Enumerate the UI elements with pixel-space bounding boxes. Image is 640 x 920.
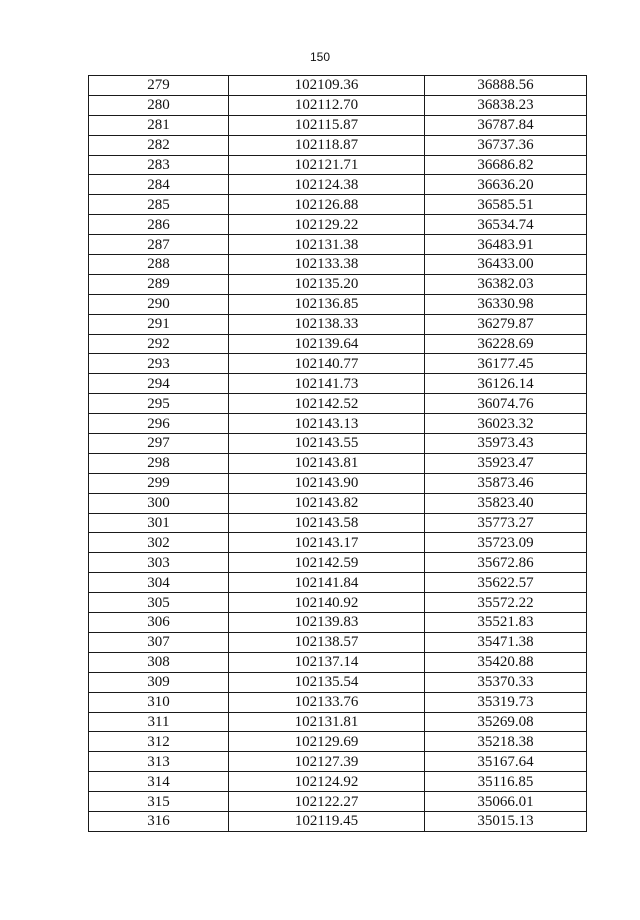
point-number-cell: 305 (89, 593, 229, 613)
table-row (89, 732, 587, 752)
coordinate-table-body (89, 76, 587, 832)
y-coordinate-cell: 35471.38 (425, 632, 587, 652)
point-number-cell: 286 (89, 215, 229, 235)
table-row (89, 195, 587, 215)
x-coordinate-cell: 102143.17 (229, 533, 425, 553)
table-row (89, 772, 587, 792)
y-coordinate-cell: 36534.74 (425, 215, 587, 235)
x-coordinate-cell: 102109.36 (229, 76, 425, 96)
table-row (89, 115, 587, 135)
x-coordinate-cell: 102136.85 (229, 294, 425, 314)
point-number-cell: 315 (89, 792, 229, 812)
point-number-cell: 313 (89, 752, 229, 772)
table-row (89, 314, 587, 334)
point-number-cell: 283 (89, 155, 229, 175)
table-row (89, 513, 587, 533)
table-row (89, 274, 587, 294)
x-coordinate-cell: 102118.87 (229, 135, 425, 155)
y-coordinate-cell: 35420.88 (425, 652, 587, 672)
point-number-cell: 279 (89, 76, 229, 96)
point-number-cell: 296 (89, 414, 229, 434)
point-number-cell: 295 (89, 394, 229, 414)
x-coordinate-cell: 102143.58 (229, 513, 425, 533)
point-number-cell: 299 (89, 473, 229, 493)
table-row (89, 632, 587, 652)
y-coordinate-cell: 35218.38 (425, 732, 587, 752)
point-number-cell: 294 (89, 374, 229, 394)
table-row (89, 752, 587, 772)
table-row (89, 155, 587, 175)
x-coordinate-cell: 102141.73 (229, 374, 425, 394)
x-coordinate-cell: 102129.22 (229, 215, 425, 235)
y-coordinate-cell: 36888.56 (425, 76, 587, 96)
x-coordinate-cell: 102135.20 (229, 274, 425, 294)
y-coordinate-cell: 36483.91 (425, 235, 587, 255)
point-number-cell: 307 (89, 632, 229, 652)
x-coordinate-cell: 102126.88 (229, 195, 425, 215)
x-coordinate-cell: 102122.27 (229, 792, 425, 812)
y-coordinate-cell: 35723.09 (425, 533, 587, 553)
table-row (89, 235, 587, 255)
y-coordinate-cell: 35319.73 (425, 692, 587, 712)
table-row (89, 493, 587, 513)
y-coordinate-cell: 36585.51 (425, 195, 587, 215)
table-row (89, 613, 587, 633)
x-coordinate-cell: 102124.92 (229, 772, 425, 792)
x-coordinate-cell: 102139.83 (229, 613, 425, 633)
x-coordinate-cell: 102131.81 (229, 712, 425, 732)
table-row (89, 573, 587, 593)
x-coordinate-cell: 102129.69 (229, 732, 425, 752)
table-row (89, 692, 587, 712)
point-number-cell: 300 (89, 493, 229, 513)
point-number-cell: 293 (89, 354, 229, 374)
table-row (89, 533, 587, 553)
coordinate-table (88, 75, 587, 832)
x-coordinate-cell: 102143.13 (229, 414, 425, 434)
y-coordinate-cell: 36330.98 (425, 294, 587, 314)
point-number-cell: 308 (89, 652, 229, 672)
y-coordinate-cell: 36787.84 (425, 115, 587, 135)
x-coordinate-cell: 102141.84 (229, 573, 425, 593)
table-row (89, 672, 587, 692)
x-coordinate-cell: 102124.38 (229, 175, 425, 195)
table-row (89, 294, 587, 314)
table-row (89, 255, 587, 275)
page-number: 150 (309, 50, 331, 64)
point-number-cell: 314 (89, 772, 229, 792)
y-coordinate-cell: 35521.83 (425, 613, 587, 633)
y-coordinate-cell: 36228.69 (425, 334, 587, 354)
table-row (89, 792, 587, 812)
point-number-cell: 306 (89, 613, 229, 633)
x-coordinate-cell: 102143.81 (229, 453, 425, 473)
point-number-cell: 290 (89, 294, 229, 314)
y-coordinate-cell: 35823.40 (425, 493, 587, 513)
point-number-cell: 301 (89, 513, 229, 533)
x-coordinate-cell: 102143.90 (229, 473, 425, 493)
x-coordinate-cell: 102135.54 (229, 672, 425, 692)
x-coordinate-cell: 102121.71 (229, 155, 425, 175)
y-coordinate-cell: 35269.08 (425, 712, 587, 732)
x-coordinate-cell: 102115.87 (229, 115, 425, 135)
point-number-cell: 282 (89, 135, 229, 155)
table-row (89, 354, 587, 374)
y-coordinate-cell: 35773.27 (425, 513, 587, 533)
y-coordinate-cell: 35622.57 (425, 573, 587, 593)
y-coordinate-cell: 36737.36 (425, 135, 587, 155)
y-coordinate-cell: 36177.45 (425, 354, 587, 374)
point-number-cell: 289 (89, 274, 229, 294)
y-coordinate-cell: 36636.20 (425, 175, 587, 195)
table-row (89, 652, 587, 672)
table-row (89, 712, 587, 732)
point-number-cell: 288 (89, 255, 229, 275)
x-coordinate-cell: 102142.52 (229, 394, 425, 414)
point-number-cell: 312 (89, 732, 229, 752)
point-number-cell: 297 (89, 434, 229, 454)
point-number-cell: 302 (89, 533, 229, 553)
y-coordinate-cell: 36433.00 (425, 255, 587, 275)
table-row (89, 453, 587, 473)
x-coordinate-cell: 102133.38 (229, 255, 425, 275)
point-number-cell: 281 (89, 115, 229, 135)
y-coordinate-cell: 35672.86 (425, 553, 587, 573)
point-number-cell: 303 (89, 553, 229, 573)
table-row (89, 434, 587, 454)
point-number-cell: 284 (89, 175, 229, 195)
table-row (89, 473, 587, 493)
table-row (89, 215, 587, 235)
x-coordinate-cell: 102143.82 (229, 493, 425, 513)
point-number-cell: 285 (89, 195, 229, 215)
point-number-cell: 298 (89, 453, 229, 473)
y-coordinate-cell: 35572.22 (425, 593, 587, 613)
x-coordinate-cell: 102133.76 (229, 692, 425, 712)
table-row (89, 414, 587, 434)
y-coordinate-cell: 36279.87 (425, 314, 587, 334)
y-coordinate-cell: 35015.13 (425, 811, 587, 831)
point-number-cell: 291 (89, 314, 229, 334)
y-coordinate-cell: 36686.82 (425, 155, 587, 175)
y-coordinate-cell: 36023.32 (425, 414, 587, 434)
x-coordinate-cell: 102140.92 (229, 593, 425, 613)
table-row (89, 334, 587, 354)
y-coordinate-cell: 35923.47 (425, 453, 587, 473)
point-number-cell: 310 (89, 692, 229, 712)
table-row (89, 593, 587, 613)
table-row (89, 95, 587, 115)
point-number-cell: 292 (89, 334, 229, 354)
table-row (89, 76, 587, 96)
x-coordinate-cell: 102138.33 (229, 314, 425, 334)
x-coordinate-cell: 102140.77 (229, 354, 425, 374)
x-coordinate-cell: 102137.14 (229, 652, 425, 672)
table-row (89, 135, 587, 155)
y-coordinate-cell: 35873.46 (425, 473, 587, 493)
x-coordinate-cell: 102127.39 (229, 752, 425, 772)
y-coordinate-cell: 36126.14 (425, 374, 587, 394)
y-coordinate-cell: 36382.03 (425, 274, 587, 294)
point-number-cell: 304 (89, 573, 229, 593)
point-number-cell: 309 (89, 672, 229, 692)
table-row (89, 175, 587, 195)
y-coordinate-cell: 35167.64 (425, 752, 587, 772)
table-row (89, 811, 587, 831)
y-coordinate-cell: 35370.33 (425, 672, 587, 692)
table-row (89, 553, 587, 573)
x-coordinate-cell: 102139.64 (229, 334, 425, 354)
table-row (89, 374, 587, 394)
point-number-cell: 287 (89, 235, 229, 255)
y-coordinate-cell: 35116.85 (425, 772, 587, 792)
x-coordinate-cell: 102119.45 (229, 811, 425, 831)
x-coordinate-cell: 102131.38 (229, 235, 425, 255)
x-coordinate-cell: 102112.70 (229, 95, 425, 115)
x-coordinate-cell: 102138.57 (229, 632, 425, 652)
table-row (89, 394, 587, 414)
y-coordinate-cell: 35066.01 (425, 792, 587, 812)
point-number-cell: 311 (89, 712, 229, 732)
y-coordinate-cell: 35973.43 (425, 434, 587, 454)
y-coordinate-cell: 36074.76 (425, 394, 587, 414)
x-coordinate-cell: 102143.55 (229, 434, 425, 454)
x-coordinate-cell: 102142.59 (229, 553, 425, 573)
y-coordinate-cell: 36838.23 (425, 95, 587, 115)
point-number-cell: 280 (89, 95, 229, 115)
point-number-cell: 316 (89, 811, 229, 831)
